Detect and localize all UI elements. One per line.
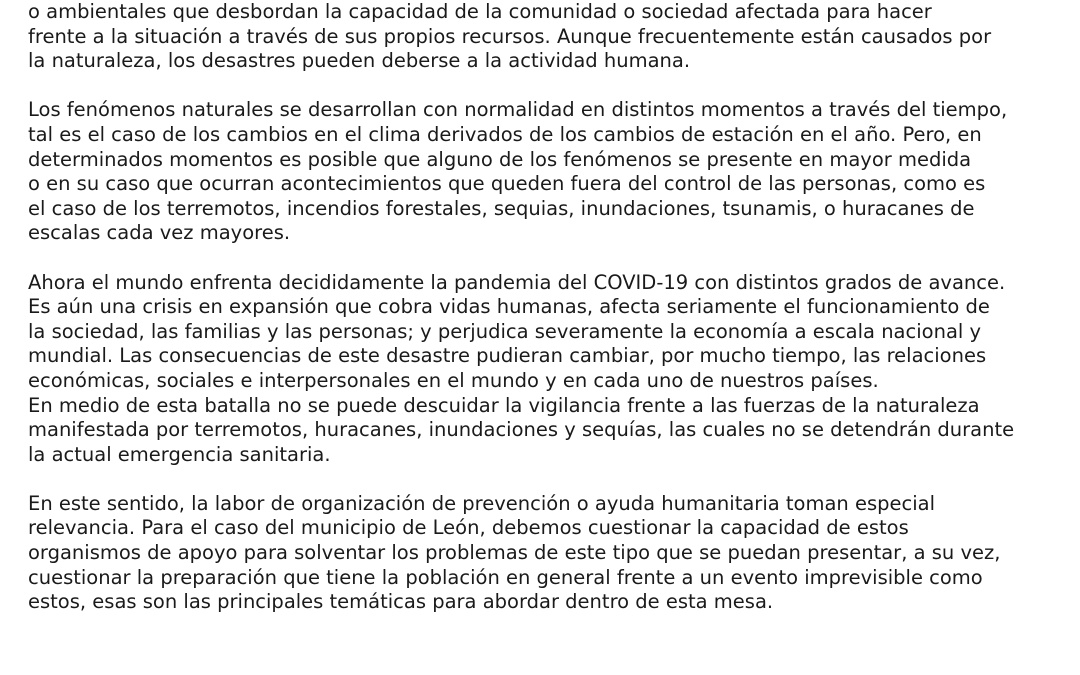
paragraph-vigilance: En medio de esta batalla no se puede descuidar la vigilancia frente a las fuerzas de la naturaleza manifestada por terremotos, huracanes, inundaciones y sequías, las cuales no se detendrán durante la actual emergencia sanitaria. (28, 393, 1015, 466)
paragraph-disasters-definition: o ambientales que desbordan la capacidad de la comunidad o sociedad afectada para hacer frente a la situación a través de sus propios recursos. Aunque frecuentemente están causados por la naturaleza, los desastres pueden deberse a la actividad humana. (28, 0, 992, 73)
paragraph-spacer (28, 246, 1062, 271)
paragraph-natural-phenomena: Los fenómenos naturales se desarrollan con normalidad en distintos momentos a través del tiempo, tal es el caso de los cambios en el clima derivados de los cambios de estación en el año. Pero, en determinados momentos es posible que alguno de los fenómenos se presente en mayor medida o en su caso que ocurran acontecimientos que queden fuera del control de las personas, como es el caso de los terremotos, incendios forestales, sequias, inundaciones, tsunamis, o huracanes de escalas cada vez mayores. (28, 98, 1008, 245)
paragraph-leon-municipality: En este sentido, la labor de organización de prevención o ayuda humanitaria toman especial relevancia. Para el caso del municipio de León, debemos cuestionar la capacidad de estos organismos de apoyo para solventar los problemas de este tipo que se puedan presentar, a su vez, cuestionar la preparación que tiene la población en general frente a un evento imprevisible como estos, esas son las principales temáticas para abordar dentro de esta mesa. (28, 491, 1001, 614)
paragraph-spacer (28, 74, 1062, 99)
paragraph-spacer (28, 467, 1062, 492)
document-body (28, 0, 1062, 615)
paragraph-covid-pandemic: Ahora el mundo enfrenta decididamente la pandemia del COVID-19 con distintos grados de avance. Es aún una crisis en expansión que cobra vidas humanas, afecta seriamente el funcionamiento de la sociedad, las familias y las personas; y perjudica severamente la economía a escala nacional y mundial. Las consecuencias de este desastre pudieran cambiar, por mucho tiempo, las relaciones económicas, sociales e interpersonales en el mundo y en cada uno de nuestros países. (28, 270, 1006, 392)
